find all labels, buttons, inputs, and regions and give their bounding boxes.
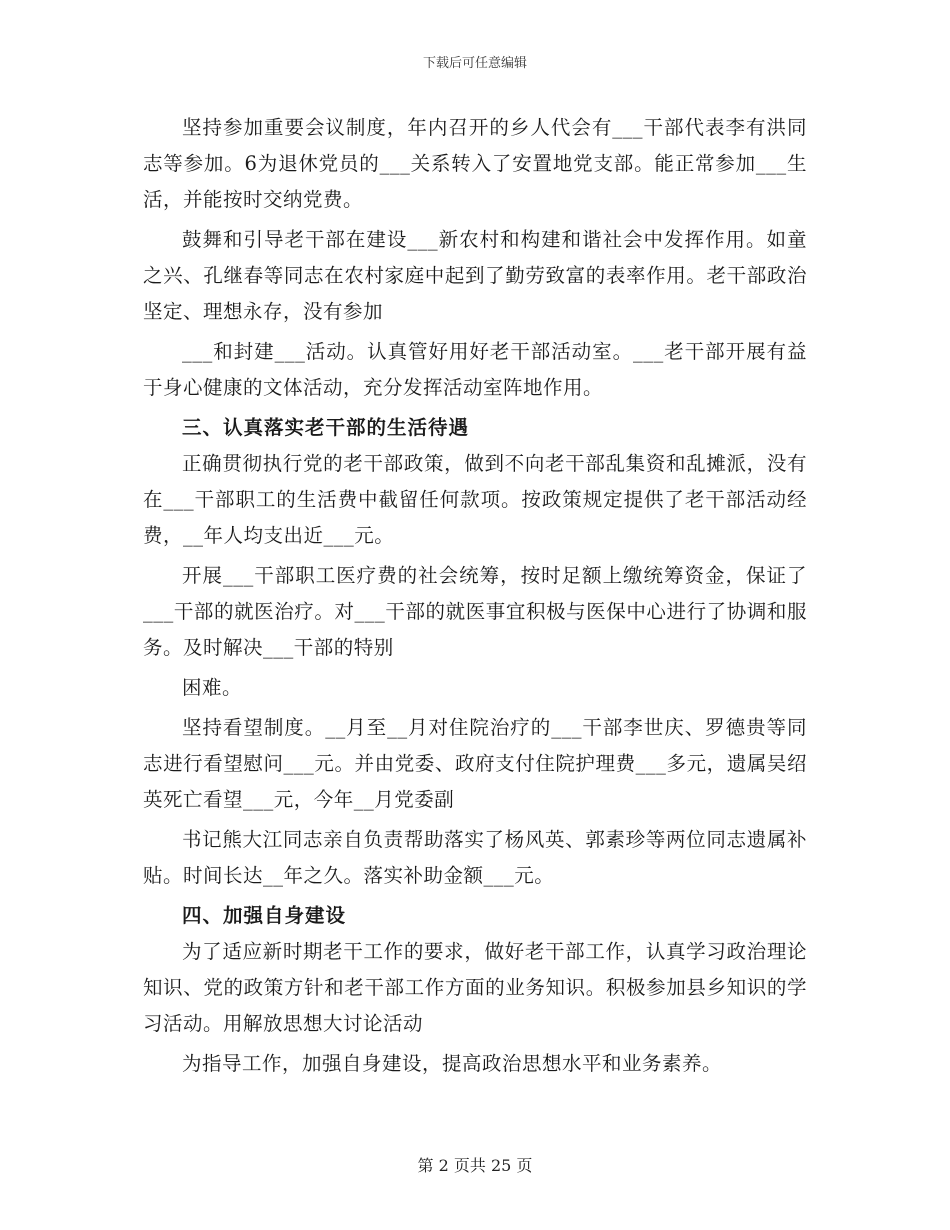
paragraph: 书记熊大江同志亲自负责帮助落实了杨风英、郭素珍等两位同志遗属补贴。时间长达__年之久。落实补助金额___元。 [143, 828, 807, 887]
page-header: 下载后可任意编辑 [422, 56, 527, 71]
paragraph: 坚持参加重要会议制度，年内召开的乡人代会有___干部代表李有洪同志等参加。6为退休党员的___关系转入了安置地党支部。能正常参加___生活，并能按时交纳党费。 [143, 116, 807, 211]
paragraph: 正确贯彻执行党的老干部政策，做到不向老干部乱集资和乱摊派，没有在___干部职工的生活费中截留任何款项。按政策规定提供了老干部活动经费，__年人均支出近___元。 [143, 452, 807, 547]
paragraph: 鼓舞和引导老干部在建设___新农村和构建和谐社会中发挥作用。如童之兴、孔继春等同志在农村家庭中起到了勤劳致富的表率作用。老干部政治坚定、理想永存，没有参加 [143, 228, 807, 323]
page-footer: 第 2 页共 25 页 [417, 1156, 533, 1175]
paragraph: 困难。 [182, 676, 243, 699]
paragraph: 坚持看望制度。__月至__月对住院治疗的___干部李世庆、罗德贵等同志进行看望慰问___元。并由党委、政府支付住院护理费___多元，遗属吴绍英死亡看望___元，今年__月党委副 [143, 716, 807, 811]
paragraph: 开展___干部职工医疗费的社会统筹，按时足额上缴统筹资金，保证了___干部的就医治疗。对___干部的就医事宜积极与医保中心进行了协调和服务。及时解决___干部的特别 [143, 564, 807, 659]
paragraph: ___和封建___活动。认真管好用好老干部活动室。___老干部开展有益于身心健康的文体活动，充分发挥活动室阵地作用。 [143, 340, 807, 399]
section-heading: 四、加强自身建设 [182, 904, 347, 927]
document-body [143, 110, 807, 1082]
section-heading: 三、认真落实老干部的生活待遇 [182, 416, 470, 439]
paragraph: 为指导工作，加强自身建设，提高政治思想水平和业务素养。 [182, 1052, 723, 1075]
paragraph: 为了适应新时期老干工作的要求，做好老干部工作，认真学习政治理论知识、党的政策方针和老干部工作方面的业务知识。积极参加县乡知识的学习活动。用解放思想大讨论活动 [143, 940, 807, 1035]
